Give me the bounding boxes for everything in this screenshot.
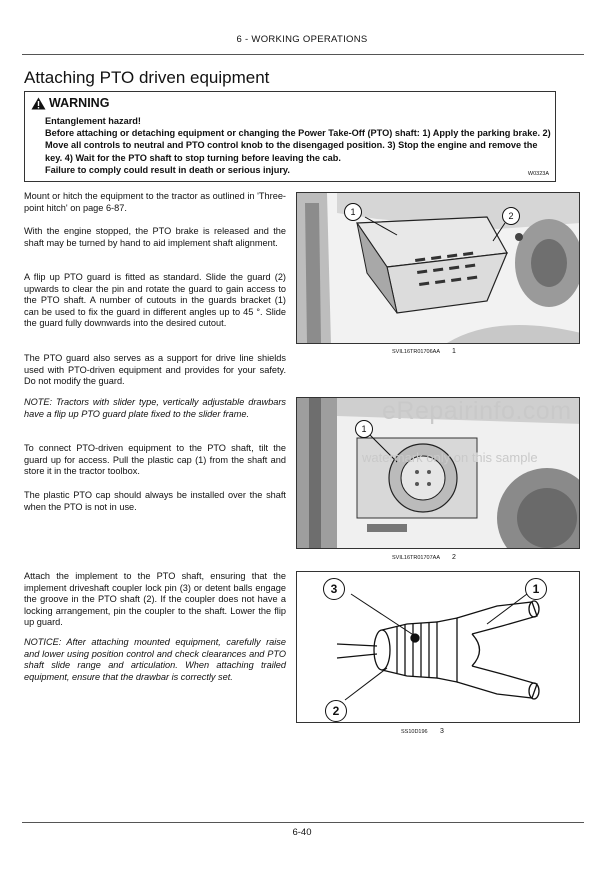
- paragraph-connect: To connect PTO-driven equipment to the PTO shaft, tilt the guard up for access. Pull the plastic cap (1) from the shaft and store it in the tractor toolbox.: [24, 443, 286, 477]
- header-rule: [22, 54, 584, 55]
- figure-2-number: 2: [452, 554, 456, 561]
- warning-line-3: Failure to comply could result in death or serious injury.: [45, 164, 290, 175]
- figure-3-coupler: [296, 571, 580, 723]
- warning-label: WARNING: [49, 96, 110, 110]
- figure-1-code: SVIL16TR01706AA: [392, 349, 441, 355]
- warning-box: [24, 91, 556, 182]
- callout-3: 3: [323, 578, 345, 600]
- paragraph-brake: With the engine stopped, the PTO brake is released and the shaft may be turned by hand to aid implement shaft alignment.: [24, 226, 286, 248]
- running-header: 6 - WORKING OPERATIONS: [236, 34, 368, 45]
- callout-1: 1: [355, 420, 373, 438]
- watermark-note: watermark only on this sample: [362, 450, 538, 465]
- paragraph-guard: A flip up PTO guard is fitted as standard. Slide the guard (2) upwards to clear the pin and rotate the guard to gain access to the PTO shaft. A number of cutouts in the guards bracket (1) can be used to fix the guard in different angles up to 45 °. Slide the guard fully downwards into the desired cutout.: [24, 272, 286, 329]
- warning-line-1: Entanglement hazard!: [45, 116, 141, 126]
- watermark-brand: eRepairinfo.com: [382, 397, 572, 425]
- pto-guard-illustration: [297, 193, 580, 344]
- paragraph-cap: The plastic PTO cap should always be installed over the shaft when the PTO is not in use.: [24, 490, 286, 512]
- figure-1-number: 1: [452, 348, 456, 355]
- callout-2: 2: [325, 700, 347, 722]
- footer-rule: [22, 822, 584, 823]
- warning-line-2: Before attaching or detaching equipment or changing the Power Take-Off (PTO) shaft: 1) Apply the parking brake. 2) Move all controls to neutral and PTO control knob to the disengaged position. 3) Stop the engine and remove the key. 4) Wait for the PTO shaft to stop turning before leaving the cab.: [45, 128, 551, 163]
- paragraph-attach: Attach the implement to the PTO shaft, ensuring that the implement driveshaft coupler lock pin (3) or detent balls engage the groove in the PTO shaft (2). If the coupler does not have a locking arrangement, pin the coupler to the shaft. Lower the flip up guard.: [24, 571, 286, 628]
- figure-2-code: SVIL16TR01707AA: [392, 555, 441, 561]
- figure-3-code: SS10D196: [401, 729, 428, 735]
- notice-clearances: NOTICE: After attaching mounted equipment, carefully raise and lower using position control and check clearances and PTO shaft slide range and articulation. When attaching trailed equipment, ensure that the drawbar is correctly set.: [24, 637, 286, 682]
- callout-1: 1: [525, 578, 547, 600]
- figure-1-pto-guard: [296, 192, 580, 344]
- paragraph-mount: Mount or hitch the equipment to the tractor as outlined in 'Three-point hitch' on page 6-87.: [24, 191, 286, 213]
- figure-3-number: 3: [440, 728, 444, 735]
- paragraph-support: The PTO guard also serves as a support for drive line shields used with PTO-driven equipment and provides for your safety. Do not modify the guard.: [24, 353, 286, 387]
- warning-triangle-icon: [31, 97, 46, 110]
- warning-text: [45, 115, 551, 176]
- callout-1: 1: [344, 203, 362, 221]
- warning-code: W0323A: [527, 171, 549, 177]
- note-slider-drawbar: NOTE: Tractors with slider type, vertically adjustable drawbars have a flip up PTO guard plate fixed to the slider frame.: [24, 397, 286, 419]
- page-number: 6-40: [292, 827, 312, 838]
- page-title: Attaching PTO driven equipment: [24, 68, 270, 87]
- warning-heading: [31, 96, 109, 110]
- callout-2: 2: [502, 207, 520, 225]
